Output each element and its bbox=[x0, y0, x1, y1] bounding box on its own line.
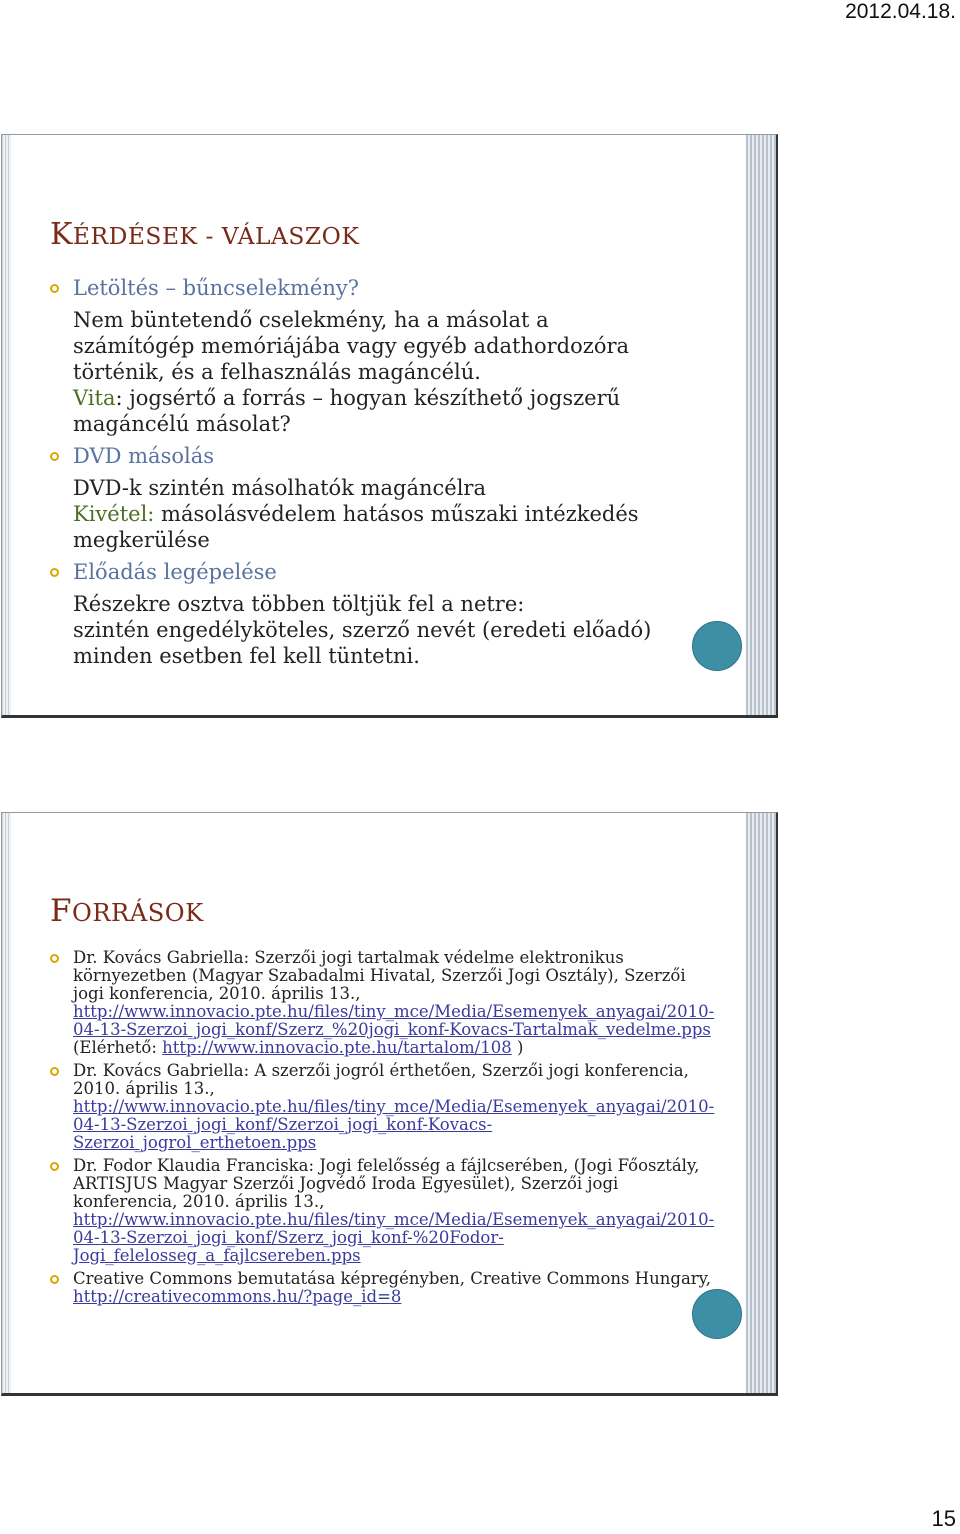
availability-suffix: ) bbox=[511, 1038, 524, 1057]
source-text: Dr. Kovács Gabriella: A szerzői jogról érthetően, Szerzői jogi konferencia, bbox=[73, 1061, 689, 1080]
source-link[interactable]: 04-13-Szerzoi_jogi_konf/Szerzoi_jogi_konf-Kovacs- bbox=[73, 1115, 493, 1134]
bullet-dvd-copy bbox=[50, 443, 736, 469]
source-text: ARTISJUS Magyar Szerzői Jogvédő Iroda Egyesület), Szerzői jogi bbox=[73, 1174, 619, 1193]
source-link[interactable]: http://www.innovacio.pte.hu/files/tiny_mce/Media/Esemenyek_anyagai/2010- bbox=[73, 1097, 715, 1116]
source-link[interactable]: http://www.innovacio.pte.hu/files/tiny_mce/Media/Esemenyek_anyagai/2010- bbox=[73, 1210, 715, 1229]
slide-title bbox=[50, 217, 359, 252]
source-link[interactable]: http://www.innovacio.pte.hu/files/tiny_mce/Media/Esemenyek_anyagai/2010- bbox=[73, 1002, 715, 1021]
paragraph-dvd bbox=[50, 475, 736, 553]
bullet-ring-icon bbox=[50, 1162, 59, 1171]
source-item bbox=[50, 1062, 736, 1152]
source-text: Dr. Fodor Klaudia Franciska: Jogi felelősség a fájlcserében, (Jogi Főosztály, bbox=[73, 1156, 700, 1175]
source-text: Dr. Kovács Gabriella: Szerzői jogi tartalmak védelme elektronikus bbox=[73, 948, 624, 967]
source-availability bbox=[73, 1039, 736, 1057]
slide-left-stripe bbox=[2, 813, 11, 1393]
page-number: 15 bbox=[931, 1506, 956, 1531]
page-date: 2012.04.18. bbox=[845, 0, 956, 23]
kivetel-label: Kivétel: bbox=[73, 502, 155, 526]
text-line: DVD-k szintén másolhatók magáncélra bbox=[73, 476, 486, 500]
title-initial: F bbox=[50, 893, 73, 929]
availability-link[interactable]: http://www.innovacio.pte.hu/tartalom/108 bbox=[162, 1038, 512, 1057]
source-item bbox=[50, 1157, 736, 1265]
bullet-lecture-typing bbox=[50, 559, 736, 585]
bullet-heading: Előadás legépelése bbox=[73, 560, 277, 584]
source-link[interactable]: Jogi_felelosseg_a_fajlcsereben.pps bbox=[73, 1246, 361, 1265]
source-text: 2010. április 13., bbox=[73, 1079, 215, 1098]
text-line-vita bbox=[73, 385, 736, 411]
bullet-heading: Letöltés – bűncselekmény? bbox=[73, 276, 359, 300]
text-line-kivetel bbox=[73, 501, 736, 527]
availability-prefix: (Elérhető: bbox=[73, 1038, 163, 1057]
slide-questions-answers bbox=[1, 134, 778, 718]
source-link[interactable]: http://creativecommons.hu/?page_id=8 bbox=[73, 1287, 402, 1306]
text-line: számítógép memóriájába vagy egyéb adathordozóra bbox=[73, 334, 630, 358]
paragraph-download bbox=[50, 307, 736, 437]
source-item bbox=[50, 1270, 736, 1306]
source-text: konferencia, 2010. április 13., bbox=[73, 1192, 325, 1211]
bullet-ring-icon bbox=[50, 568, 59, 577]
slide-sources bbox=[1, 812, 778, 1396]
source-text: Creative Commons bemutatása képregényben, Creative Commons Hungary, bbox=[73, 1269, 712, 1288]
title-initial: K bbox=[50, 217, 73, 252]
source-text: környezetben (Magyar Szabadalmi Hivatal, Szerzői Jogi Osztály), Szerzői bbox=[73, 966, 686, 985]
text-line: szintén engedélyköteles, szerző nevét (eredeti előadó) bbox=[73, 618, 652, 642]
slide-left-stripe bbox=[2, 135, 11, 715]
text-line: történik, és a felhasználás magáncélú. bbox=[73, 360, 481, 384]
source-link[interactable]: 04-13-Szerzoi_jogi_konf/Szerz_jogi_konf-%20Fodor- bbox=[73, 1228, 504, 1247]
bullet-ring-icon bbox=[50, 284, 59, 293]
bullet-ring-icon bbox=[50, 1067, 59, 1076]
source-item bbox=[50, 949, 736, 1057]
bullet-ring-icon bbox=[50, 452, 59, 461]
vita-label: Vita bbox=[73, 386, 116, 410]
title-rest: ORRÁSOK bbox=[72, 899, 204, 927]
bullet-ring-icon bbox=[50, 1275, 59, 1284]
paragraph-lecture bbox=[50, 591, 736, 669]
slide-content bbox=[50, 949, 736, 1311]
bullet-heading: DVD másolás bbox=[73, 444, 215, 468]
slide-right-stripe bbox=[746, 813, 776, 1393]
title-rest: ÉRDÉSEK - VÁLASZOK bbox=[72, 222, 360, 250]
slide-right-stripe bbox=[746, 135, 776, 715]
source-text: jogi konferencia, 2010. április 13., bbox=[73, 984, 361, 1003]
text-line: Részekre osztva többen töltjük fel a netre: bbox=[73, 592, 525, 616]
vita-text: : jogsértő a forrás – hogyan készíthető jogszerű bbox=[115, 386, 621, 410]
slide-title bbox=[50, 893, 204, 929]
text-line: Nem büntetendő cselekmény, ha a másolat a bbox=[73, 308, 549, 332]
text-line: magáncélú másolat? bbox=[73, 412, 291, 436]
source-link[interactable]: Szerzoi_jogrol_erthetoen.pps bbox=[73, 1133, 317, 1152]
source-link[interactable]: 04-13-Szerzoi_jogi_konf/Szerz_%20jogi_konf-Kovacs-Tartalmak_vedelme.pps bbox=[73, 1020, 711, 1039]
bullet-ring-icon bbox=[50, 954, 59, 963]
text-line: minden esetben fel kell tüntetni. bbox=[73, 644, 420, 668]
text-line: megkerülése bbox=[73, 528, 210, 552]
bullet-download bbox=[50, 275, 736, 301]
kivetel-text: másolásvédelem hatásos műszaki intézkedés bbox=[154, 502, 639, 526]
slide-content bbox=[50, 275, 736, 675]
